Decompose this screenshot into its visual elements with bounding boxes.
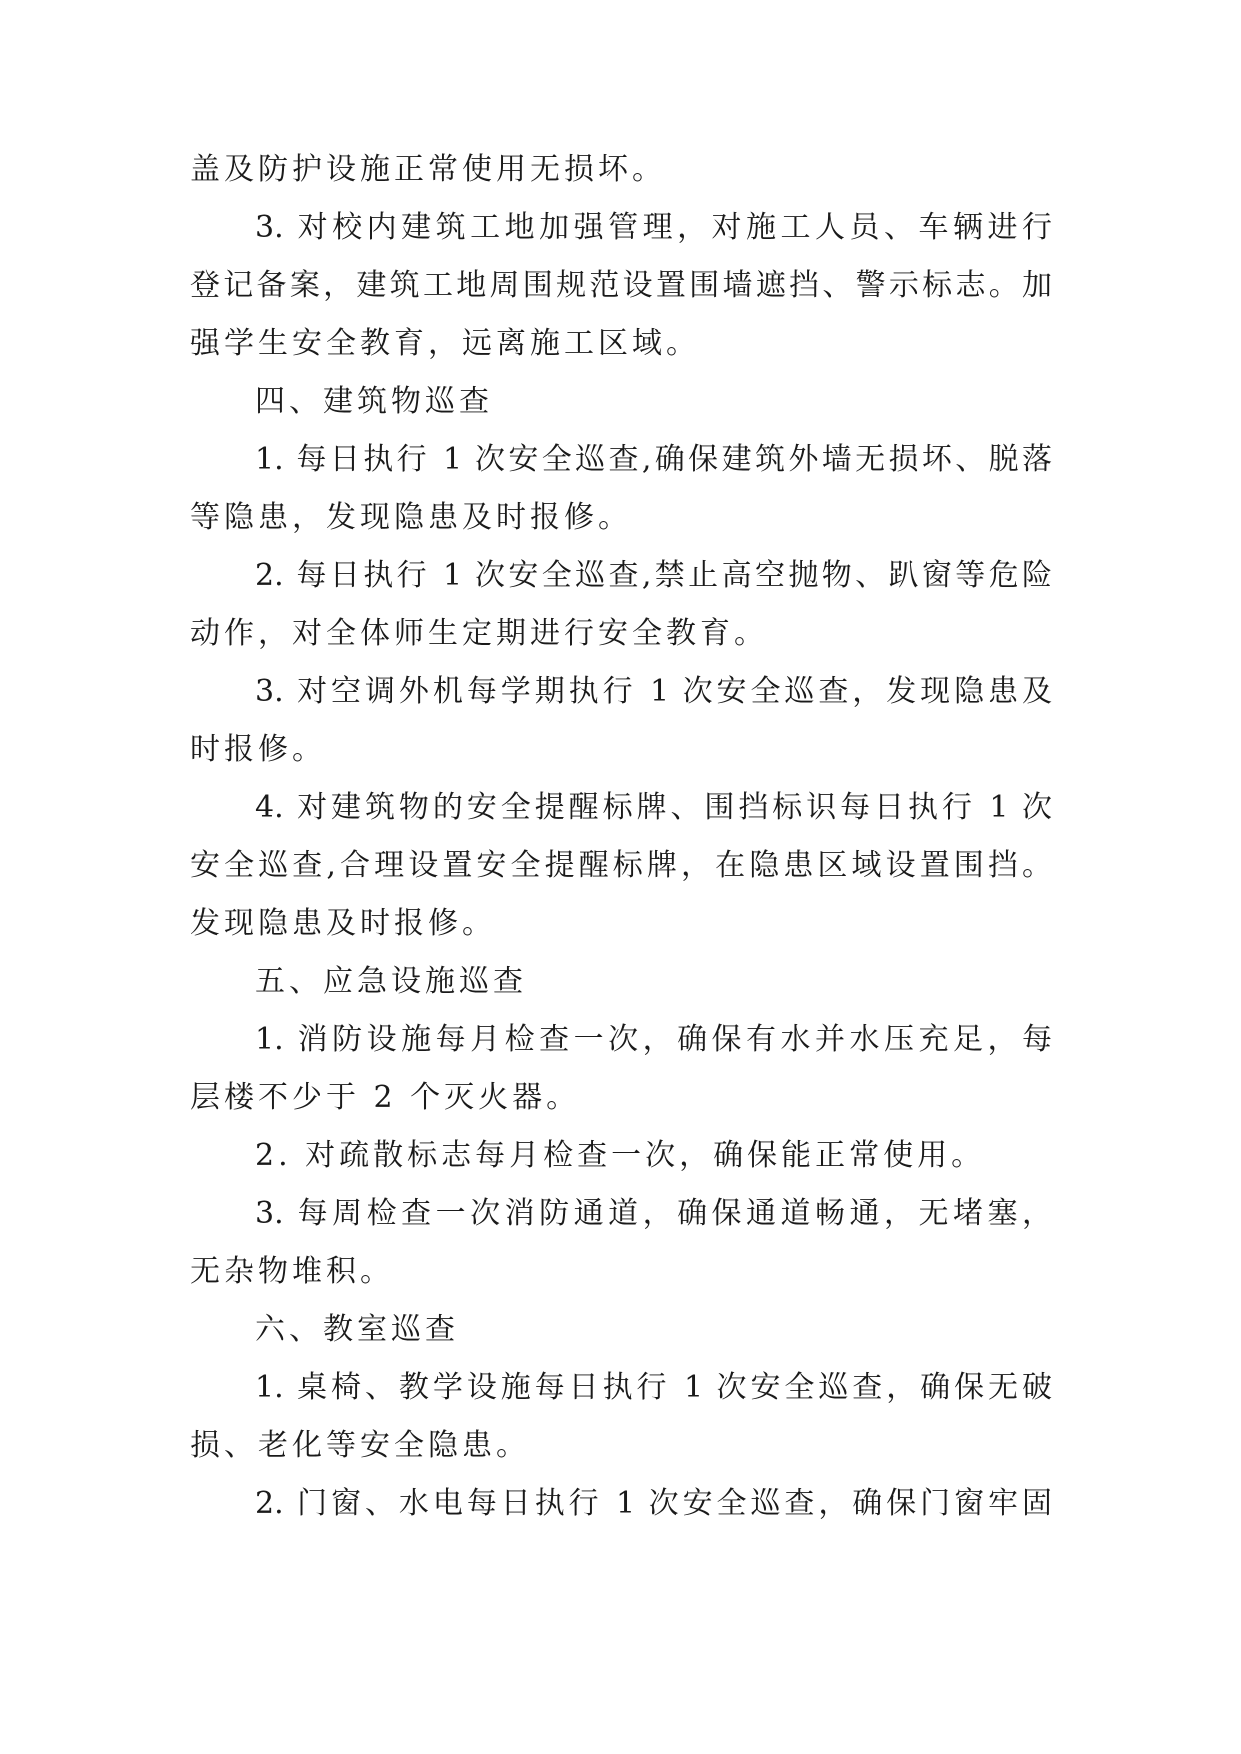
text-line: 2. 对疏散标志每月检查一次，确保能正常使用。 (255, 1138, 986, 1173)
text-line: 损、老化等安全隐患。 (190, 1428, 530, 1463)
text-line: 1. 每日执行 1 次安全巡查,确保建筑外墙无损坏、脱落 (255, 442, 1052, 477)
text-line: 时报修。 (190, 732, 326, 767)
text-line: 3. 对空调外机每学期执行 1 次安全巡查，发现隐患及 (255, 674, 1052, 709)
text-line: 层楼不少于 2 个灭火器。 (190, 1080, 581, 1115)
text-line: 1. 桌椅、教学设施每日执行 1 次安全巡查，确保无破 (255, 1370, 1052, 1405)
text-line: 安全巡查,合理设置安全提醒标牌，在隐患区域设置围挡。 (190, 848, 1052, 883)
text-line: 2. 每日执行 1 次安全巡查,禁止高空抛物、趴窗等危险 (255, 558, 1052, 593)
text-line: 2. 门窗、水电每日执行 1 次安全巡查，确保门窗牢固 (255, 1486, 1052, 1521)
section-heading: 六、教室巡查 (255, 1312, 459, 1347)
text-line: 发现隐患及时报修。 (190, 906, 496, 941)
text-line: 3. 对校内建筑工地加强管理，对施工人员、车辆进行 (255, 210, 1052, 245)
text-line: 4. 对建筑物的安全提醒标牌、围挡标识每日执行 1 次 (255, 790, 1052, 825)
text-line: 1. 消防设施每月检查一次，确保有水并水压充足，每 (255, 1022, 1052, 1057)
text-line: 等隐患，发现隐患及时报修。 (190, 500, 632, 535)
text-line: 无杂物堆积。 (190, 1254, 394, 1289)
section-heading: 四、建筑物巡查 (255, 384, 493, 419)
text-line: 盖及防护设施正常使用无损坏。 (190, 152, 666, 187)
section-heading: 五、应急设施巡查 (255, 964, 527, 999)
text-line: 登记备案，建筑工地周围规范设置围墙遮挡、警示标志。加 (190, 268, 1052, 303)
text-line: 动作，对全体师生定期进行安全教育。 (190, 616, 768, 651)
text-line: 强学生安全教育，远离施工区域。 (190, 326, 700, 361)
text-line: 3. 每周检查一次消防通道，确保通道畅通，无堵塞， (255, 1196, 1052, 1231)
